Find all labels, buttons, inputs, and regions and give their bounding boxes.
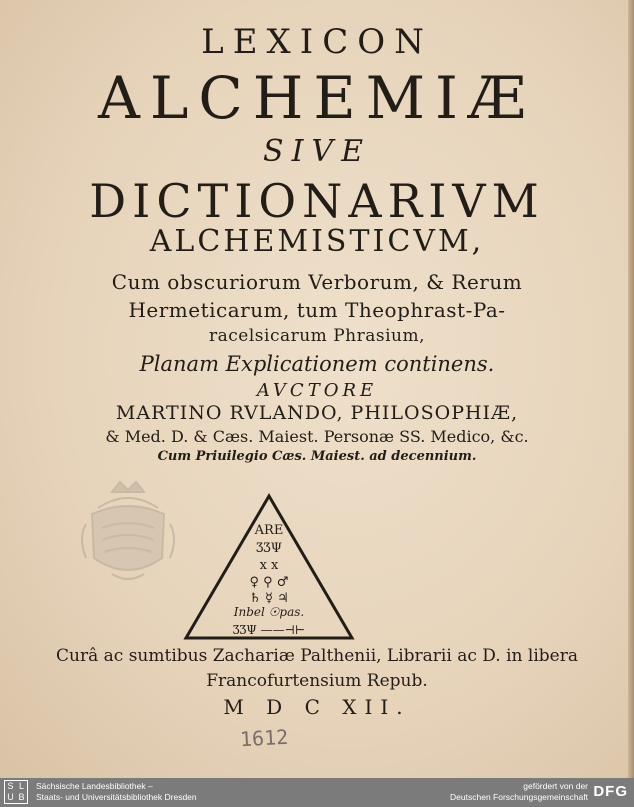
alchemical-triangle-emblem [182,492,356,644]
emblem-row2: ƷƷΨ [255,541,283,556]
library-name[interactable]: Sächsische Landesbibliothek – Staats- und Universitätsbibliothek Dresden [36,781,197,802]
title-line-alchemisticum: ALCHEMISTICVM, [149,224,485,259]
emblem-row3: x x [259,558,279,573]
emblem-bottom: ƷƷΨ ——⊣⊢ [232,623,306,637]
dfg-logo-icon[interactable]: DFG [593,783,628,800]
emblem-row4: ♀ ⚲ ♂ [249,575,289,590]
auctore-label: AVCTORE [256,380,378,401]
author-titles: & Med. D. & Cæs. Maiest. Personæ SS. Medico, &c. [105,427,529,446]
footer-bar [0,778,634,807]
crest-watermark-icon [72,478,184,590]
slub-logo-icon[interactable]: S L U B [4,780,28,804]
emblem-row5: ♄ ☿ ♃ [249,591,289,606]
emblem-row6: Inbel ☉pas. [233,605,305,619]
handwritten-year: 1612 [239,724,289,752]
title-line-alchemiae: ALCHEMIÆ [97,64,537,132]
title-line-sive: SIVE [263,134,371,169]
subtitle-line-3: racelsicarum Phrasium, [209,326,425,346]
title-line-dictionarium: DICTIONARIVM [89,174,545,228]
privilege-line: Cum Priuilegio Cæs. Maiest. ad decennium. [157,449,477,464]
subtitle-line-4: Planam Explicationem continens. [139,352,495,376]
subtitle-line-1: Cum obscuriorum Verborum, & Rerum [111,270,523,294]
emblem-top: ARE [254,523,284,538]
imprint-line-1: Curâ ac sumtibus Zachariæ Palthenii, Librarii ac D. in libera [56,646,578,666]
author-name: MARTINO RVLANDO, PHILOSOPHIÆ, [115,402,519,424]
imprint-line-2: Francofurtensium Repub. [206,671,428,691]
subtitle-line-2: Hermeticarum, tum Theophrast-Pa- [128,298,506,322]
publication-year: M D C XII. [223,695,411,719]
funding-note: gefördert von der Deutschen Forschungsgemeinschaft [450,781,588,802]
title-line-lexicon: LEXICON [201,22,433,62]
